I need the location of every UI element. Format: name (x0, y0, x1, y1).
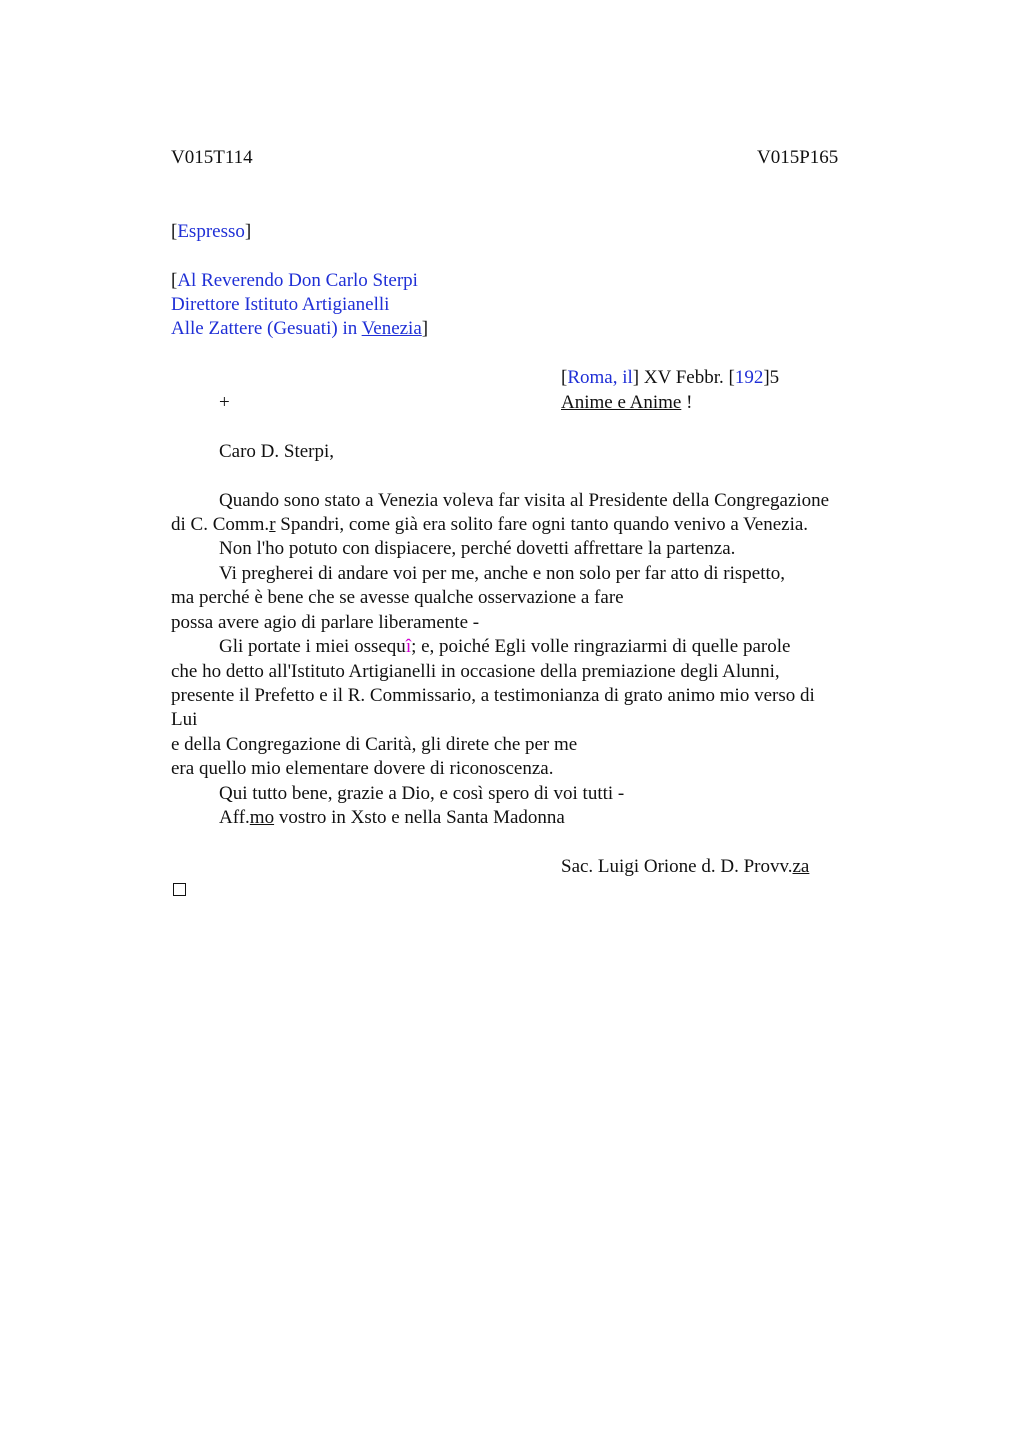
body-line-13: Qui tutto bene, grazie a Dio, e così spero di voi tutti - (219, 783, 625, 804)
body-line-7: Gli portate i miei ossequî; e, poiché Egli volle ringraziarmi di quelle parole (219, 636, 791, 657)
address-line-2: Direttore Istituto Artigianelli (171, 294, 390, 315)
body-line-4: Vi pregherei di andare voi per me, anche e non solo per far atto di rispetto, (219, 563, 786, 584)
body-line-8: che ho detto all'Istituto Artigianelli in occasione della premiazione degli Alunni, (171, 661, 780, 682)
body-line-5: ma perché è bene che se avesse qualche osservazione a fare (171, 587, 624, 608)
motto: Anime e Anime ! (561, 392, 693, 413)
letter-date: [Roma, il] XV Febbr. [192]5 (561, 367, 780, 388)
document-code-left: V015T114 (171, 147, 253, 168)
salutation: Caro D. Sterpi, (219, 441, 335, 462)
end-box-icon (173, 883, 186, 896)
body-line-2: di C. Comm.r Spandri, come già era solito fare ogni tanto quando venivo a Venezia. (171, 514, 809, 535)
body-line-11: e della Congregazione di Carità, gli direte che per me (171, 734, 578, 755)
document-code-right: V015P165 (757, 147, 839, 168)
delivery-note: [Espresso] (171, 221, 252, 242)
body-line-1: Quando sono stato a Venezia voleva far visita al Presidente della Congregazione (219, 490, 830, 511)
address-line-3: Alle Zattere (Gesuati) in Venezia] (171, 318, 429, 339)
signature: Sac. Luigi Orione d. D. Provv.za (561, 856, 810, 877)
body-line-12: era quello mio elementare dovere di riconoscenza. (171, 758, 554, 779)
address-line-1: [Al Reverendo Don Carlo Sterpi (171, 270, 418, 291)
body-line-3: Non l'ho potuto con dispiacere, perché dovetti affrettare la partenza. (219, 538, 736, 559)
body-line-10: Lui (171, 709, 198, 730)
body-line-9: presente il Prefetto e il R. Commissario, a testimonianza di grato animo mio verso di (171, 685, 815, 706)
body-line-6: possa avere agio di parlare liberamente - (171, 612, 480, 633)
closing-line: Aff.mo vostro in Xsto e nella Santa Madonna (219, 807, 565, 828)
address-city: Venezia (361, 318, 422, 339)
cross-mark: + (219, 392, 230, 413)
